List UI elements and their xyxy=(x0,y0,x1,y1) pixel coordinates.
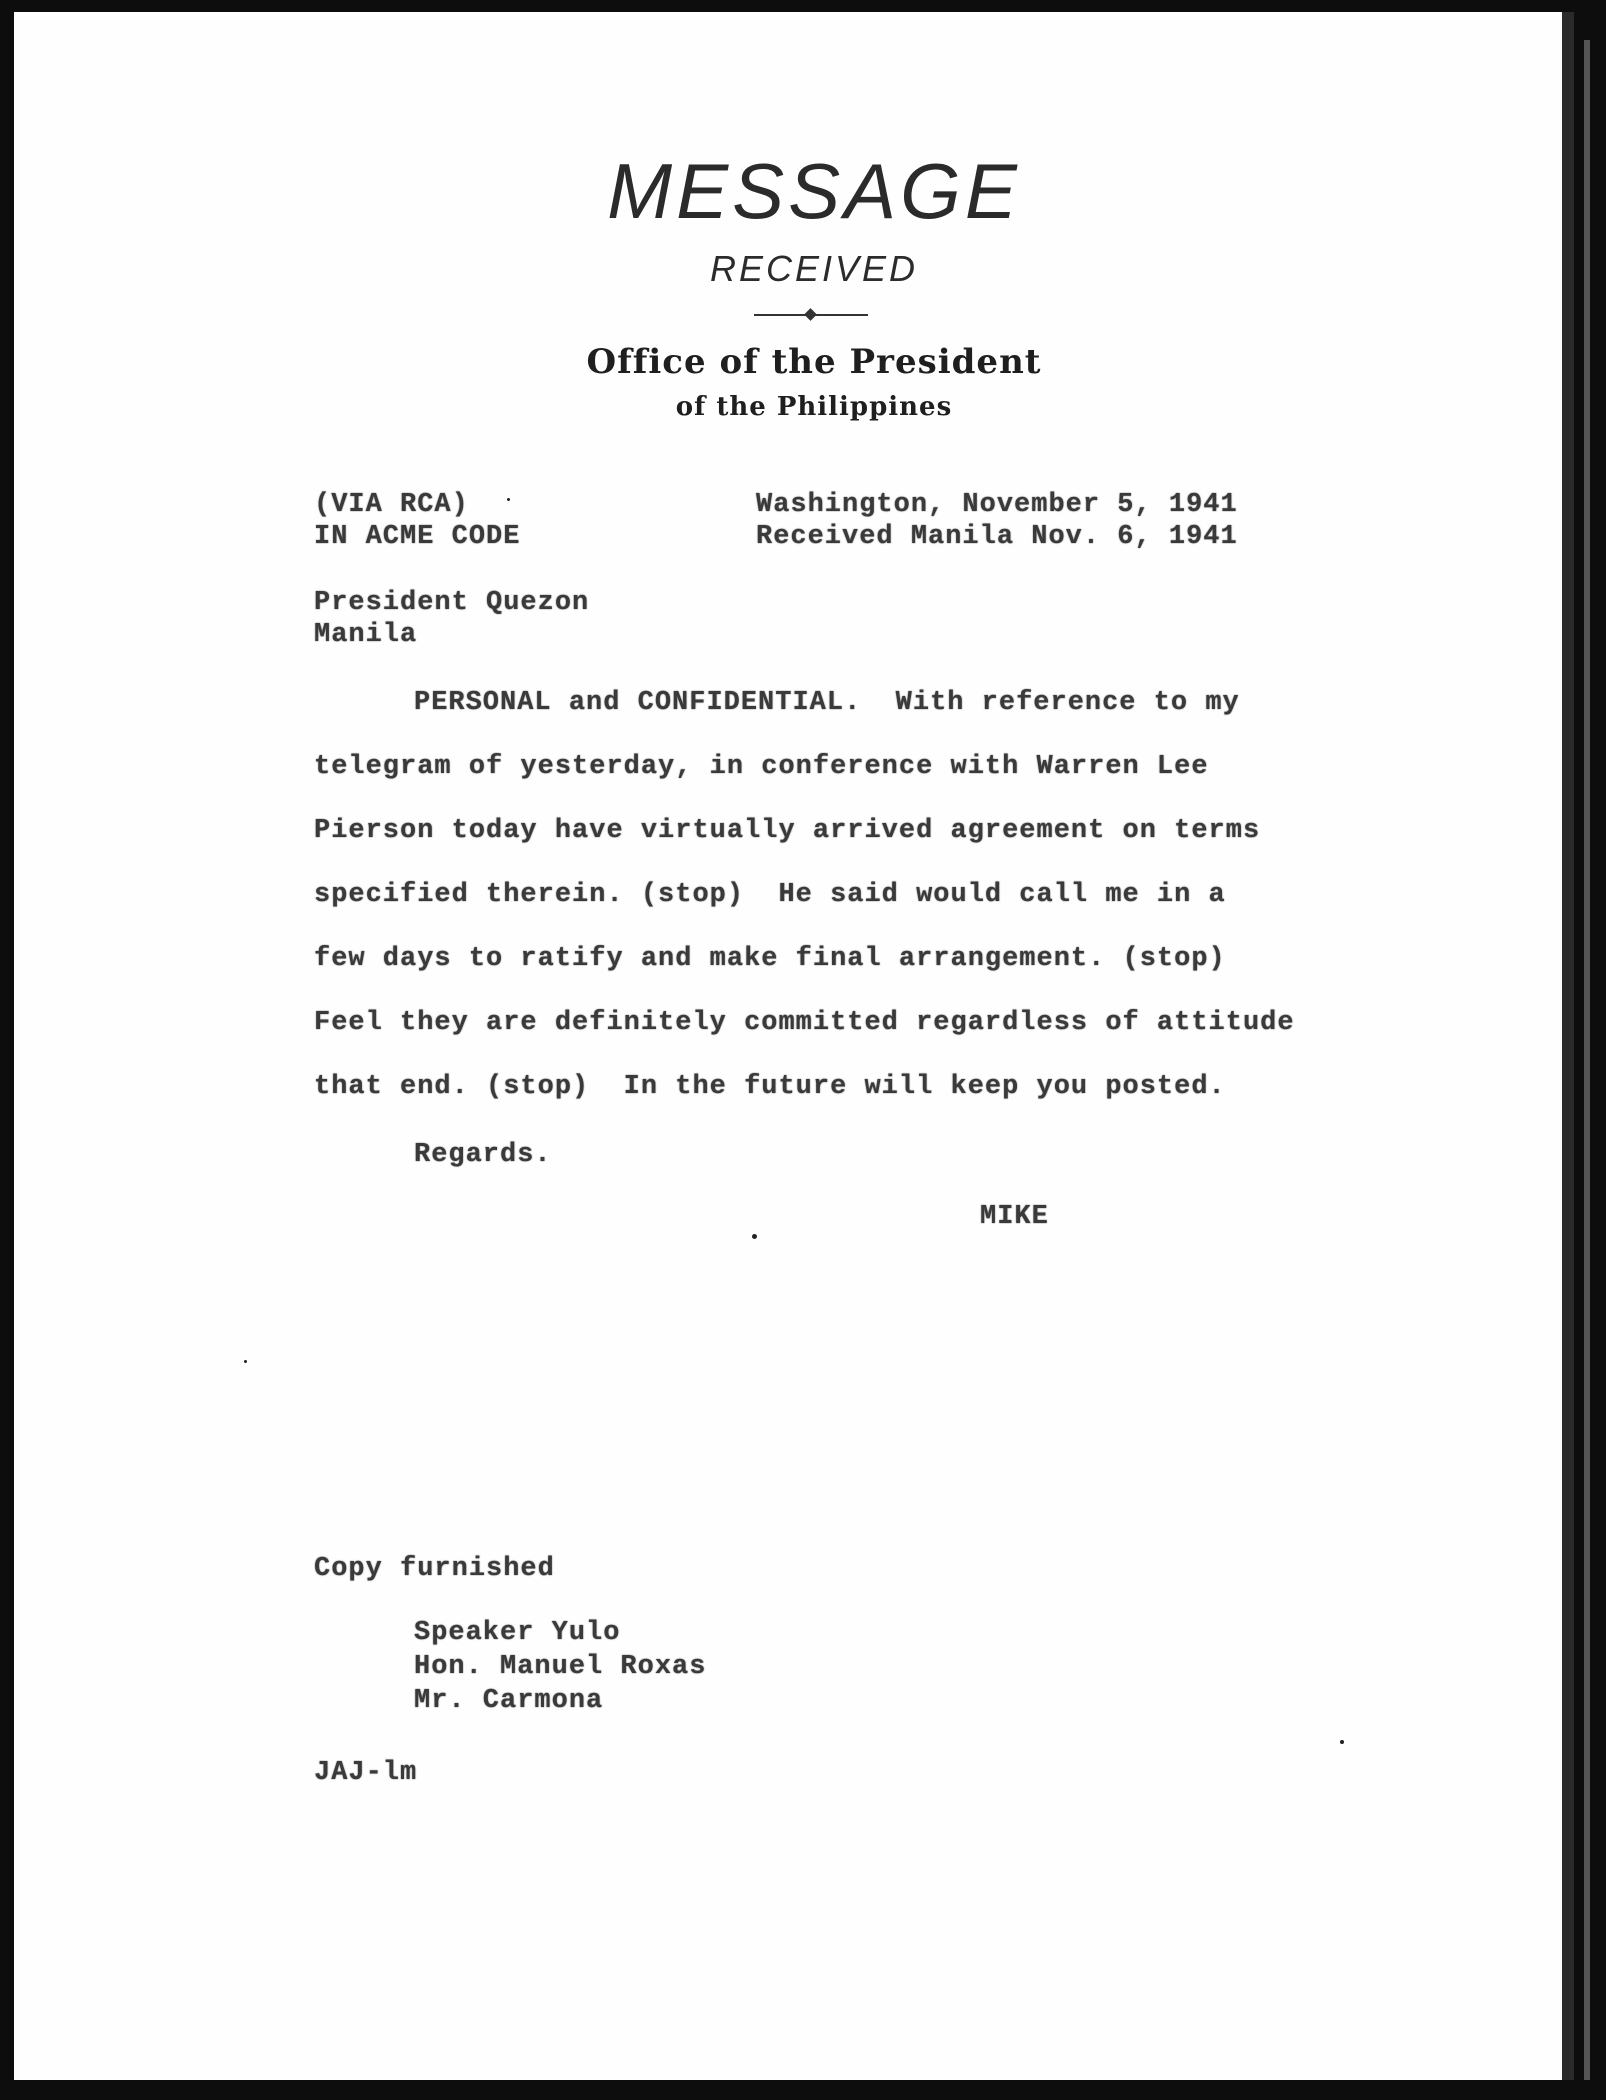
page-edge-shadow xyxy=(1584,40,1590,2080)
divider-diamond-icon xyxy=(804,308,817,321)
body-line-4: specified therein. (stop) He said would call me in a xyxy=(314,880,1226,910)
body-line-2: telegram of yesterday, in conference with Warren Lee xyxy=(314,752,1209,782)
letterhead-subtitle: RECEIVED xyxy=(709,248,919,289)
paper-speck xyxy=(752,1234,757,1239)
body-line-1: PERSONAL and CONFIDENTIAL. With reference to my xyxy=(414,688,1240,718)
paper-speck xyxy=(507,498,510,501)
body-line-6: Feel they are definitely committed regardless of attitude xyxy=(314,1008,1295,1038)
letterhead-title: MESSAGE xyxy=(607,147,1021,235)
paper-speck xyxy=(1340,1740,1344,1744)
office-line-1: Office of the President xyxy=(586,342,1042,382)
addressee-city: Manila xyxy=(314,620,418,650)
copy-recipient: Hon. Manuel Roxas xyxy=(414,1652,707,1682)
office-line-2: of the Philippines xyxy=(675,392,953,422)
reference-initials: JAJ-lm xyxy=(314,1758,418,1788)
body-line-7: that end. (stop) In the future will keep you posted. xyxy=(314,1072,1226,1102)
document-page xyxy=(14,12,1574,2080)
routing-via: (VIA RCA) xyxy=(314,490,469,520)
copy-recipient: Mr. Carmona xyxy=(414,1686,604,1716)
body-line-3: Pierson today have virtually arrived agreement on terms xyxy=(314,816,1261,846)
routing-origin-date: Washington, November 5, 1941 xyxy=(756,490,1238,520)
signature: MIKE xyxy=(980,1202,1049,1232)
copy-recipient: Speaker Yulo xyxy=(414,1618,621,1648)
routing-received-date: Received Manila Nov. 6, 1941 xyxy=(756,522,1238,552)
copy-heading: Copy furnished xyxy=(314,1554,555,1584)
routing-code: IN ACME CODE xyxy=(314,522,521,552)
paper-speck xyxy=(244,1360,247,1363)
addressee-name: President Quezon xyxy=(314,588,590,618)
body-line-5: few days to ratify and make final arrangement. (stop) xyxy=(314,944,1226,974)
closing: Regards. xyxy=(414,1140,552,1170)
